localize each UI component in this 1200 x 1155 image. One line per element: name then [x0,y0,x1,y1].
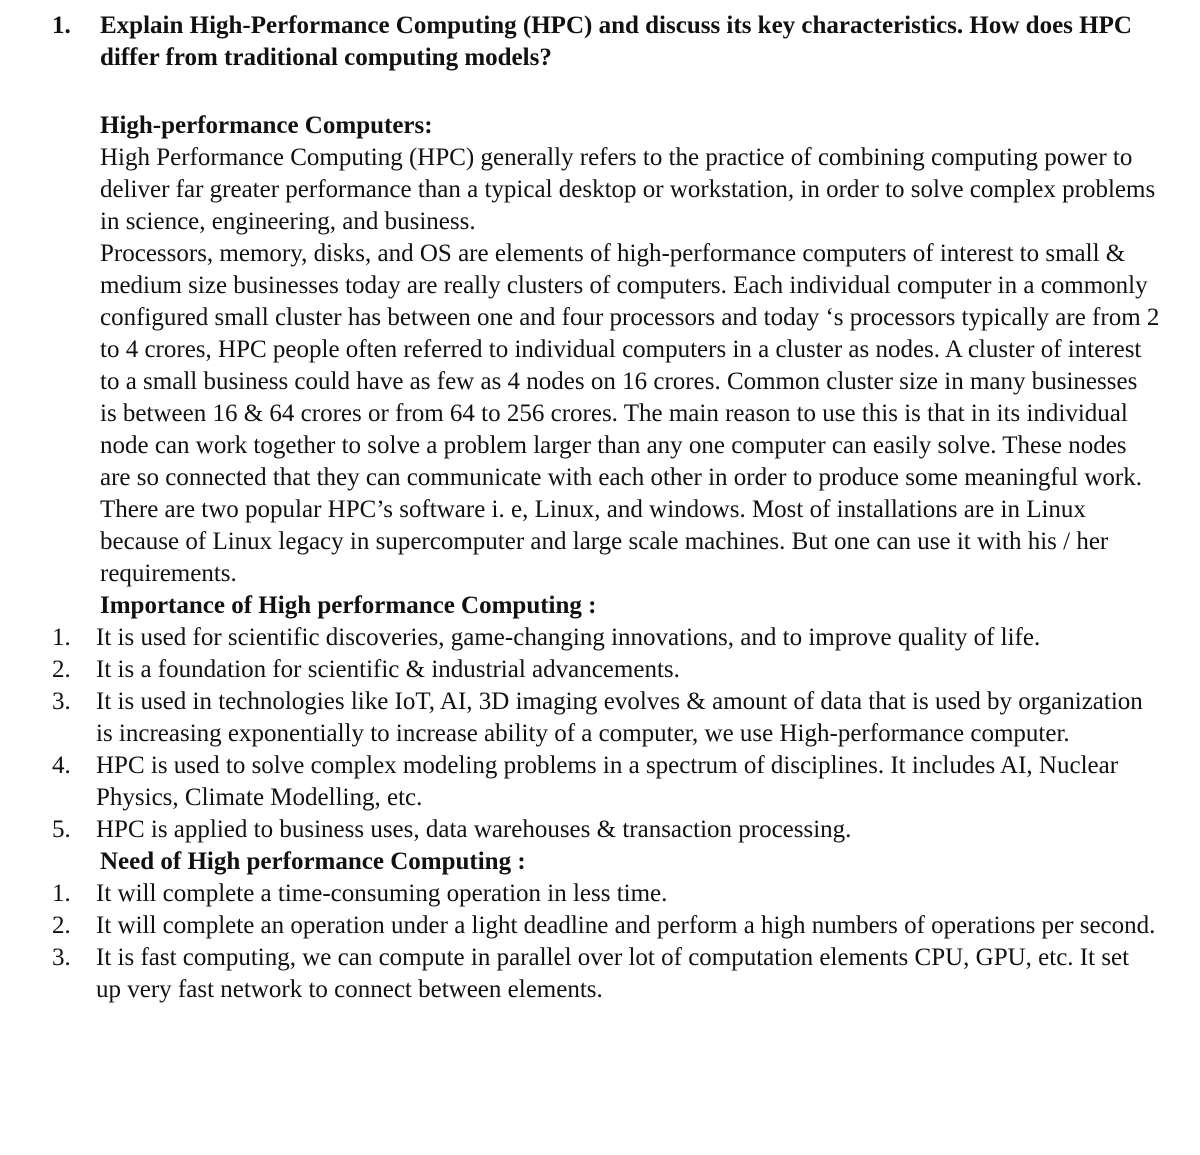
list-item [52,814,1160,846]
list-item [52,750,1160,814]
list-item-number: 1. [52,624,71,651]
list-item-number: 1. [52,880,71,907]
list-item [52,942,1160,1006]
section-heading-need: Need of High performance Computing : [100,848,526,875]
list-item-text: It is a foundation for scientific & industrial advancements. [96,656,680,683]
list-item-text: It is used for scientific discoveries, game-changing innovations, and to improve quality of life. [96,624,1041,651]
list-item-number: 3. [52,688,71,715]
list-item-text: It is fast computing, we can compute in parallel over lot of computation elements CPU, GPU, etc. It set up very fast network to connect between elements. [96,944,1130,1003]
list-item-text: It is used in technologies like IoT, AI, 3D imaging evolves & amount of data that is used by organization is increasing exponentially to increase ability of a computer, we use High-performance computer. [96,688,1143,747]
list-item-number: 4. [52,752,71,779]
question-text: Explain High-Performance Computing (HPC) and discuss its key characteristics. How does HPC differ from traditional computing models? [100,12,1132,71]
list-item-number: 2. [52,912,71,939]
list-item-number: 3. [52,944,71,971]
list-item-text: HPC is used to solve complex modeling problems in a spectrum of disciplines. It includes AI, Nuclear Physics, Climate Modelling, etc. [96,752,1119,811]
list-item [52,654,1160,686]
importance-list [52,622,1160,846]
need-list [52,878,1160,1006]
list-item-number: 2. [52,656,71,683]
list-item [52,622,1160,654]
list-item [52,686,1160,750]
list-item-text: It will complete an operation under a light deadline and perform a high numbers of operations per second. [96,912,1156,939]
list-item-text: It will complete a time-consuming operation in less time. [96,880,668,907]
answer-body [52,110,1160,1006]
section-heading-hpc: High-performance Computers: [100,112,433,139]
paragraph-definition: High Performance Computing (HPC) generally refers to the practice of combining computing power to deliver far greater performance than a typical desktop or workstation, in order to solve complex problems in science, engineering, and business. [100,144,1156,235]
list-item-text: HPC is applied to business uses, data warehouses & transaction processing. [96,816,852,843]
question-number: 1. [52,12,71,39]
list-item [52,878,1160,910]
section-heading-importance: Importance of High performance Computing : [100,592,597,619]
list-item [52,910,1160,942]
question-heading [52,10,1172,74]
paragraph-clusters: Processors, memory, disks, and OS are elements of high-performance computers of interest to small & medium size businesses today are really clusters of computers. Each individual computer in a commonly configured small cluster has between one and four processors and today ‘s processors typically are from 2 to 4 crores, HPC people often referred to individual computers in a cluster as nodes. A cluster of interest to a small business could have as few as 4 nodes on 16 crores. Common cluster size in many businesses is between 16 & 64 crores or from 64 to 256 crores. The main reason to use this is that in its individual node can work together to solve a problem larger than any one computer can easily solve. These nodes are so connected that they can communicate with each other in order to produce some meaningful work. There are two popular HPC’s software i. e, Linux, and windows. Most of installations are in Linux because of Linux legacy in supercomputer and large scale machines. But one can use it with his / her requirements. [100,240,1160,587]
list-item-number: 5. [52,816,71,843]
